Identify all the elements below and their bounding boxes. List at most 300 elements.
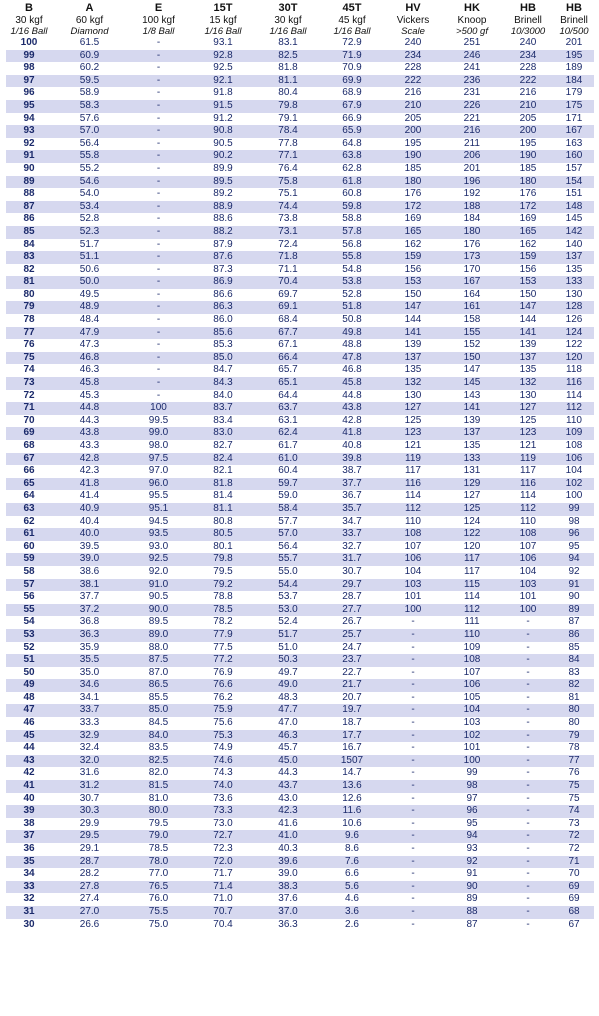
table-row [6,251,594,264]
cell-hv: 205 [384,113,442,126]
cell-15t: 73.3 [190,805,256,818]
cell-15t: 81.4 [190,490,256,503]
cell-hk: 155 [442,327,502,340]
cell-a: 34.6 [52,679,127,692]
cell-hk: 143 [442,390,502,403]
cell-15t: 85.6 [190,327,256,340]
cell-a: 52.3 [52,226,127,239]
table-row [6,793,594,806]
header-indenter-hb-500: 10/500 [559,26,589,37]
cell-15t: 87.6 [190,251,256,264]
cell-15t: 72.0 [190,856,256,869]
table-row [6,679,594,692]
cell-b: 63 [6,503,52,516]
cell-hv: - [384,780,442,793]
cell-30t: 43.7 [256,780,320,793]
cell-hk: 99 [442,767,502,780]
cell-hb-3000: - [502,642,554,655]
cell-e: 76.0 [127,893,190,906]
table-row [6,465,594,478]
cell-45t: 40.8 [320,440,384,453]
cell-hb-500: 124 [554,327,594,340]
cell-hb-3000: - [502,843,554,856]
cell-hk: 115 [442,579,502,592]
cell-15t: 78.8 [190,591,256,604]
cell-a: 32.4 [52,742,127,755]
header-scale-hb-3000: HB [520,2,536,14]
cell-15t: 75.9 [190,704,256,717]
cell-hb-3000: - [502,893,554,906]
header-load-15t: 15 kgf [209,15,237,26]
cell-hk: 105 [442,692,502,705]
cell-45t: 12.6 [320,793,384,806]
header-indenter-e: 1/8 Ball [142,26,175,37]
cell-a: 45.8 [52,377,127,390]
cell-hv: - [384,654,442,667]
cell-hb-3000: 195 [502,138,554,151]
table-row [6,440,594,453]
cell-45t: 38.7 [320,465,384,478]
cell-e: 82.0 [127,767,190,780]
cell-hb-3000: 130 [502,390,554,403]
table-row [6,478,594,491]
cell-hb-500: 135 [554,264,594,277]
cell-hv: 135 [384,364,442,377]
cell-b: 100 [6,37,52,50]
cell-hv: 114 [384,490,442,503]
cell-e: 95.1 [127,503,190,516]
cell-b: 44 [6,742,52,755]
cell-15t: 84.0 [190,390,256,403]
header-row-indenter [6,26,594,37]
table-row [6,881,594,894]
table-row [6,642,594,655]
cell-e: - [127,226,190,239]
cell-e: - [127,239,190,252]
cell-b: 97 [6,75,52,88]
table-row [6,201,594,214]
table-row [6,516,594,529]
cell-a: 37.7 [52,591,127,604]
cell-15t: 90.8 [190,125,256,138]
cell-15t: 74.0 [190,780,256,793]
cell-45t: 14.7 [320,767,384,780]
cell-b: 59 [6,553,52,566]
cell-b: 99 [6,50,52,63]
cell-30t: 76.4 [256,163,320,176]
cell-hb-500: 122 [554,339,594,352]
cell-b: 65 [6,478,52,491]
cell-hb-500: 69 [554,881,594,894]
cell-45t: 58.8 [320,213,384,226]
cell-b: 88 [6,188,52,201]
cell-30t: 62.4 [256,427,320,440]
cell-e: - [127,339,190,352]
cell-e: - [127,125,190,138]
table-row [6,62,594,75]
cell-hv: 125 [384,415,442,428]
cell-hb-3000: 101 [502,591,554,604]
cell-hv: 132 [384,377,442,390]
cell-45t: 67.9 [320,100,384,113]
cell-hk: 135 [442,440,502,453]
cell-hv: 106 [384,553,442,566]
cell-a: 40.9 [52,503,127,516]
table-row [6,390,594,403]
header-indenter-a: Diamond [70,26,109,37]
cell-b: 85 [6,226,52,239]
cell-e: 93.5 [127,528,190,541]
cell-hv: 110 [384,516,442,529]
cell-15t: 79.5 [190,566,256,579]
cell-45t: 31.7 [320,553,384,566]
cell-e: - [127,50,190,63]
cell-45t: 50.8 [320,314,384,327]
cell-hb-3000: - [502,830,554,843]
cell-b: 82 [6,264,52,277]
cell-hb-500: 84 [554,654,594,667]
header-scale-hb-500: HB [566,2,582,14]
cell-e: 97.0 [127,465,190,478]
cell-hb-500: 75 [554,793,594,806]
cell-hk: 129 [442,478,502,491]
cell-15t: 88.6 [190,213,256,226]
header-indenter-15t: 1/16 Ball [204,26,242,37]
table-row [6,276,594,289]
cell-e: - [127,364,190,377]
cell-45t: 32.7 [320,541,384,554]
cell-a: 38.1 [52,579,127,592]
header-load-hb-3000: Brinell [514,15,542,26]
cell-b: 54 [6,616,52,629]
cell-hv: 180 [384,176,442,189]
cell-hb-3000: 117 [502,465,554,478]
cell-30t: 45.7 [256,742,320,755]
cell-hb-500: 73 [554,818,594,831]
cell-hk: 147 [442,364,502,377]
cell-b: 81 [6,276,52,289]
cell-a: 60.9 [52,50,127,63]
cell-45t: 33.7 [320,528,384,541]
cell-e: 100 [127,402,190,415]
cell-45t: 6.6 [320,868,384,881]
cell-30t: 63.7 [256,402,320,415]
cell-hv: 162 [384,239,442,252]
cell-a: 40.0 [52,528,127,541]
cell-30t: 71.1 [256,264,320,277]
cell-b: 60 [6,541,52,554]
cell-hb-500: 85 [554,642,594,655]
cell-hv: 156 [384,264,442,277]
cell-hv: - [384,730,442,743]
cell-b: 61 [6,528,52,541]
cell-hk: 89 [442,893,502,906]
cell-15t: 76.9 [190,667,256,680]
cell-hv: 100 [384,604,442,617]
table-row [6,604,594,617]
cell-hb-500: 86 [554,629,594,642]
table-row [6,188,594,201]
cell-a: 50.0 [52,276,127,289]
table-row [6,591,594,604]
cell-hv: - [384,704,442,717]
cell-45t: 65.9 [320,125,384,138]
cell-e: 77.0 [127,868,190,881]
cell-hk: 120 [442,541,502,554]
cell-a: 59.5 [52,75,127,88]
cell-hb-500: 112 [554,402,594,415]
cell-e: - [127,75,190,88]
cell-15t: 86.3 [190,301,256,314]
cell-a: 45.3 [52,390,127,403]
cell-hb-500: 77 [554,755,594,768]
cell-a: 47.3 [52,339,127,352]
cell-15t: 92.8 [190,50,256,63]
cell-b: 37 [6,830,52,843]
cell-hb-3000: 222 [502,75,554,88]
cell-b: 41 [6,780,52,793]
cell-b: 62 [6,516,52,529]
cell-a: 34.1 [52,692,127,705]
cell-hb-500: 195 [554,50,594,63]
cell-b: 90 [6,163,52,176]
table-row [6,730,594,743]
cell-e: - [127,276,190,289]
cell-hb-500: 80 [554,704,594,717]
cell-hb-3000: - [502,805,554,818]
table-row [6,654,594,667]
cell-hk: 150 [442,352,502,365]
header-scale-15t: 15T [213,2,233,14]
cell-30t: 74.4 [256,201,320,214]
header-scale-e: E [154,2,163,14]
cell-15t: 75.3 [190,730,256,743]
cell-hv: - [384,679,442,692]
cell-15t: 80.5 [190,528,256,541]
cell-hk: 167 [442,276,502,289]
cell-e: 84.5 [127,717,190,730]
cell-a: 33.3 [52,717,127,730]
cell-15t: 83.4 [190,415,256,428]
header-scale-hk: HK [464,2,480,14]
cell-30t: 55.0 [256,566,320,579]
header-scale-a: A [85,2,94,14]
cell-a: 46.8 [52,352,127,365]
cell-hb-3000: 216 [502,87,554,100]
cell-b: 93 [6,125,52,138]
cell-b: 78 [6,314,52,327]
cell-a: 32.9 [52,730,127,743]
cell-hb-3000: 114 [502,490,554,503]
cell-30t: 77.1 [256,150,320,163]
cell-hb-3000: - [502,868,554,881]
cell-15t: 92.5 [190,62,256,75]
cell-a: 27.8 [52,881,127,894]
cell-hb-3000: 190 [502,150,554,163]
cell-30t: 71.8 [256,251,320,264]
cell-a: 37.2 [52,604,127,617]
cell-30t: 49.7 [256,667,320,680]
cell-hb-500: 74 [554,805,594,818]
cell-a: 35.0 [52,667,127,680]
cell-30t: 59.7 [256,478,320,491]
cell-hk: 188 [442,201,502,214]
cell-hb-500: 106 [554,453,594,466]
table-row [6,868,594,881]
cell-a: 29.9 [52,818,127,831]
cell-a: 28.2 [52,868,127,881]
cell-15t: 74.9 [190,742,256,755]
cell-e: - [127,289,190,302]
cell-hb-3000: 205 [502,113,554,126]
cell-hk: 131 [442,465,502,478]
cell-a: 27.4 [52,893,127,906]
cell-hv: - [384,793,442,806]
cell-30t: 79.1 [256,113,320,126]
cell-45t: 49.8 [320,327,384,340]
cell-e: 90.5 [127,591,190,604]
cell-15t: 72.3 [190,843,256,856]
cell-hb-3000: - [502,767,554,780]
cell-45t: 71.9 [320,50,384,63]
table-row [6,893,594,906]
cell-30t: 83.1 [256,37,320,50]
table-row [6,402,594,415]
cell-hb-3000: 132 [502,377,554,390]
cell-hb-3000: 103 [502,579,554,592]
cell-b: 48 [6,692,52,705]
table-row [6,75,594,88]
cell-hb-500: 109 [554,427,594,440]
cell-hb-3000: 110 [502,516,554,529]
cell-hb-3000: 135 [502,364,554,377]
cell-a: 36.8 [52,616,127,629]
cell-30t: 58.4 [256,503,320,516]
cell-15t: 83.0 [190,427,256,440]
cell-a: 49.5 [52,289,127,302]
cell-hb-3000: 234 [502,50,554,63]
cell-b: 46 [6,717,52,730]
cell-30t: 66.4 [256,352,320,365]
table-row [6,226,594,239]
cell-hv: 103 [384,579,442,592]
cell-hb-3000: 127 [502,402,554,415]
cell-hv: 169 [384,213,442,226]
cell-e: 80.0 [127,805,190,818]
cell-hk: 106 [442,679,502,692]
cell-hk: 125 [442,503,502,516]
header-load-45t: 45 kgf [338,15,366,26]
cell-b: 77 [6,327,52,340]
cell-e: - [127,100,190,113]
cell-hk: 91 [442,868,502,881]
cell-hb-3000: 123 [502,427,554,440]
table-body [6,37,594,931]
cell-b: 42 [6,767,52,780]
table-row [6,327,594,340]
header-load-e: 100 kgf [142,15,175,26]
table-row [6,503,594,516]
cell-hv: 240 [384,37,442,50]
cell-hb-3000: 108 [502,528,554,541]
table-row [6,742,594,755]
cell-hv: 216 [384,87,442,100]
cell-hv: 130 [384,390,442,403]
cell-hb-500: 70 [554,868,594,881]
cell-e: 99.0 [127,427,190,440]
table-row [6,767,594,780]
cell-45t: 52.8 [320,289,384,302]
cell-45t: 11.6 [320,805,384,818]
cell-15t: 80.1 [190,541,256,554]
cell-hb-500: 100 [554,490,594,503]
cell-a: 41.8 [52,478,127,491]
cell-45t: 18.7 [320,717,384,730]
cell-45t: 47.8 [320,352,384,365]
cell-hv: 222 [384,75,442,88]
cell-45t: 69.9 [320,75,384,88]
cell-a: 29.1 [52,843,127,856]
cell-b: 79 [6,301,52,314]
cell-hb-3000: 107 [502,541,554,554]
cell-e: 88.0 [127,642,190,655]
cell-hb-3000: 112 [502,503,554,516]
cell-15t: 90.2 [190,150,256,163]
cell-15t: 71.7 [190,868,256,881]
cell-b: 96 [6,87,52,100]
cell-hk: 87 [442,919,502,932]
cell-hb-500: 68 [554,906,594,919]
cell-hb-500: 75 [554,780,594,793]
cell-45t: 3.6 [320,906,384,919]
cell-e: - [127,87,190,100]
cell-hb-3000: - [502,717,554,730]
cell-hk: 201 [442,163,502,176]
cell-e: - [127,301,190,314]
cell-45t: 35.7 [320,503,384,516]
table-row [6,805,594,818]
cell-30t: 49.0 [256,679,320,692]
table-row [6,264,594,277]
cell-30t: 55.7 [256,553,320,566]
cell-hb-500: 91 [554,579,594,592]
table-row [6,830,594,843]
cell-15t: 89.2 [190,188,256,201]
table-row [6,314,594,327]
cell-b: 84 [6,239,52,252]
cell-b: 49 [6,679,52,692]
cell-15t: 76.6 [190,679,256,692]
table-row [6,427,594,440]
cell-30t: 37.6 [256,893,320,906]
cell-hk: 102 [442,730,502,743]
cell-hv: 104 [384,566,442,579]
cell-15t: 79.8 [190,553,256,566]
cell-45t: 22.7 [320,667,384,680]
cell-e: 94.5 [127,516,190,529]
cell-hb-3000: 116 [502,478,554,491]
cell-30t: 67.1 [256,339,320,352]
cell-hb-500: 69 [554,893,594,906]
cell-a: 29.5 [52,830,127,843]
cell-hv: - [384,919,442,932]
cell-15t: 91.5 [190,100,256,113]
cell-hv: 139 [384,339,442,352]
cell-a: 31.6 [52,767,127,780]
cell-hb-500: 99 [554,503,594,516]
header-load-hk: Knoop [457,15,487,26]
cell-hb-3000: - [502,730,554,743]
